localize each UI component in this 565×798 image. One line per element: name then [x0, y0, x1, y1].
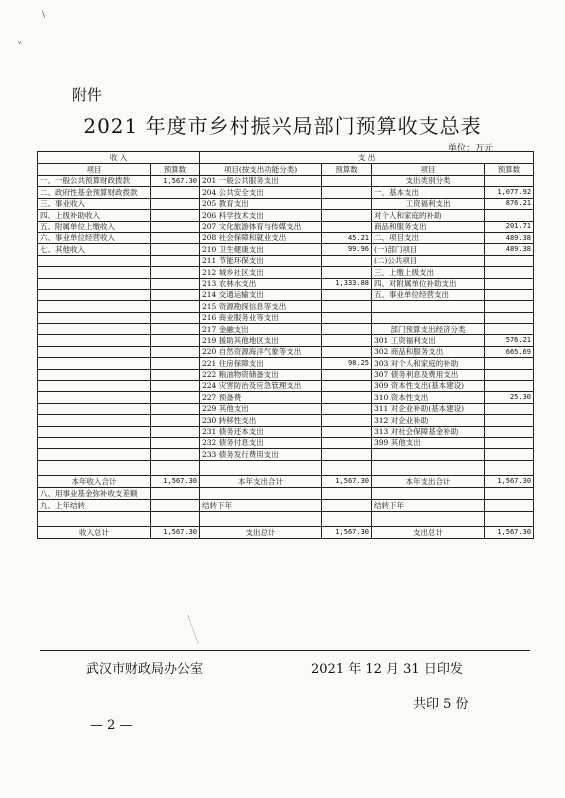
expense-func-budget — [322, 198, 372, 209]
year-expense-total-label: 本年支出合计 — [200, 475, 322, 487]
expense-econ-budget — [485, 312, 534, 323]
expense-func-budget — [322, 346, 372, 357]
expense-func-budget — [322, 312, 372, 323]
expense-func-budget — [322, 187, 372, 198]
income-item — [38, 415, 151, 426]
income-budget — [151, 335, 200, 346]
expense-func-budget — [322, 221, 372, 232]
expense-econ-budget: 25.30 — [485, 392, 534, 403]
income-grand-total-label: 收入总计 — [38, 526, 151, 538]
issuer-name: 武汉市财政局办公室 — [86, 662, 204, 677]
income-budget — [151, 267, 200, 278]
income-budget: 1,567.30 — [151, 176, 200, 187]
carryover-row — [38, 499, 534, 511]
table-row — [38, 176, 534, 187]
expense-func-item: 214 交通运输支出 — [200, 289, 322, 300]
expense-econ-budget — [485, 437, 534, 448]
table-row — [38, 289, 534, 300]
income-budget — [151, 255, 200, 266]
expense-econ-budget — [485, 255, 534, 266]
prior-year-carryover-label: 九、上年结转 — [38, 499, 151, 511]
expense-econ-budget: 489.38 — [485, 232, 534, 243]
col-item-func-header: 项目(按支出功能分类) — [200, 164, 322, 176]
table-row — [38, 244, 534, 255]
expense-econ-item: 311 对企业补助(基本建设) — [372, 403, 485, 414]
expense-econ-budget: 1,077.92 — [485, 187, 534, 198]
expense-econ-budget: 489.38 — [485, 244, 534, 255]
expense-econ-item: 部门预算支出经济分类 — [372, 324, 485, 335]
expense-func-budget — [322, 289, 372, 300]
expense-econ-item: 三、上缴上级支出 — [372, 267, 485, 278]
budget-table — [37, 151, 534, 539]
income-budget — [151, 278, 200, 289]
expense-econ-budget — [485, 358, 534, 369]
expense-econ-item — [372, 449, 485, 460]
expense-func-item: 230 转移性支出 — [200, 415, 322, 426]
table-row — [38, 278, 534, 289]
table-row — [38, 301, 534, 312]
income-budget — [151, 244, 200, 255]
expense-econ-item: 二、项目支出 — [372, 232, 485, 243]
income-budget — [151, 449, 200, 460]
expense-func-budget — [322, 437, 372, 448]
income-item — [38, 358, 151, 369]
income-item — [38, 312, 151, 323]
expense-func-budget — [322, 255, 372, 266]
expense-func-item: 212 城乡社区支出 — [200, 267, 322, 278]
expense-func-item: 220 自然资源海洋气象等支出 — [200, 346, 322, 357]
expense-econ-item: 303 对个人和家庭的补助 — [372, 358, 485, 369]
col-budget-header: 预算数 — [322, 164, 372, 176]
expense-econ-item: 对个人和家庭的补助 — [372, 210, 485, 221]
expense-func-item: 205 教育支出 — [200, 198, 322, 209]
scan-mark: \ — [42, 10, 46, 20]
income-item: 五、附属单位上缴收入 — [38, 221, 151, 232]
expense-func-item: 215 资源勘探信息等支出 — [200, 301, 322, 312]
expense-func-budget: 1,333.88 — [322, 278, 372, 289]
expense-econ-item: 313 对社会保障基金补助 — [372, 426, 485, 437]
income-budget — [151, 210, 200, 221]
income-budget — [151, 187, 200, 198]
expense-func-item: 231 债务还本支出 — [200, 426, 322, 437]
expense-func-budget — [322, 324, 372, 335]
unit-label: 单位：万元 — [448, 144, 494, 154]
table-row — [38, 198, 534, 209]
expense-func-item: 210 卫生健康支出 — [200, 244, 322, 255]
income-budget — [151, 221, 200, 232]
income-budget — [151, 437, 200, 448]
income-item: 六、事业单位经营收入 — [38, 232, 151, 243]
expense-func-budget — [322, 335, 372, 346]
income-budget — [151, 232, 200, 243]
income-budget — [151, 198, 200, 209]
expense-func-budget — [322, 415, 372, 426]
expense-econ-budget: 876.21 — [485, 198, 534, 209]
expense-func-item: 216 商业服务业等支出 — [200, 312, 322, 323]
income-item: 二、政府性基金预算财政拨款 — [38, 187, 151, 198]
table-row — [38, 369, 534, 380]
income-item — [38, 255, 151, 266]
expense-econ-budget: 201.71 — [485, 221, 534, 232]
expense-func-budget — [322, 449, 372, 460]
spacer-row — [38, 511, 534, 526]
expense-func-item: 219 援助其他地区支出 — [200, 335, 322, 346]
expense-func-item: 206 科学技术支出 — [200, 210, 322, 221]
expense-func-budget — [322, 381, 372, 392]
table-row — [38, 255, 534, 266]
table-row — [38, 267, 534, 278]
expense-econ-budget — [485, 369, 534, 380]
income-section-heading: 收 入 — [38, 152, 200, 164]
expense-func-budget — [322, 392, 372, 403]
expense-grand-total-value-2: 1,567.30 — [485, 526, 534, 538]
table-row — [38, 210, 534, 221]
expense-econ-budget — [485, 176, 534, 187]
income-item — [38, 403, 151, 414]
expense-econ-item: 301 工资福利支出 — [372, 335, 485, 346]
table-row — [38, 324, 534, 335]
income-item — [38, 324, 151, 335]
expense-func-budget — [322, 210, 372, 221]
expense-func-budget — [322, 369, 372, 380]
copies-count: 共印 5 份 — [413, 697, 469, 712]
expense-econ-item: 310 资本性支出 — [372, 392, 485, 403]
income-budget — [151, 381, 200, 392]
income-item — [38, 426, 151, 437]
income-item — [38, 381, 151, 392]
table-row — [38, 346, 534, 357]
income-item — [38, 278, 151, 289]
spacer-row — [38, 460, 534, 475]
year-expense-total-label-2: 本年支出合计 — [372, 475, 485, 487]
year-income-total-label: 本年收入合计 — [38, 475, 151, 487]
expense-econ-budget — [485, 449, 534, 460]
expense-econ-item: 312 对企业补助 — [372, 415, 485, 426]
income-item — [38, 289, 151, 300]
expense-func-item: 207 文化旅游体育与传媒支出 — [200, 221, 322, 232]
expense-econ-budget — [485, 289, 534, 300]
expense-econ-item: (一)部门项目 — [372, 244, 485, 255]
expense-func-item: 232 债务付息支出 — [200, 437, 322, 448]
expense-grand-total-value: 1,567.30 — [322, 526, 372, 538]
expense-func-budget: 45.21 — [322, 232, 372, 243]
table-row — [38, 437, 534, 448]
table-row — [38, 358, 534, 369]
scan-smudge — [187, 610, 211, 643]
col-budget-header: 预算数 — [151, 164, 200, 176]
expense-func-budget: 99.96 — [322, 244, 372, 255]
income-budget — [151, 289, 200, 300]
expense-func-item: 227 预备费 — [200, 392, 322, 403]
carry-next-year-label-2: 结转下年 — [372, 499, 485, 511]
table-row — [38, 426, 534, 437]
attachment-label: 附件 — [72, 86, 103, 104]
income-item — [38, 392, 151, 403]
year-expense-total-value: 1,567.30 — [322, 475, 372, 487]
expense-econ-budget: 576.21 — [485, 335, 534, 346]
expense-func-item: 201 一般公共服务支出 — [200, 176, 322, 187]
expense-econ-budget — [485, 426, 534, 437]
income-item: 一、一般公共预算财政拨款 — [38, 176, 151, 187]
expense-econ-item: 309 资本性支出(基本建设) — [372, 381, 485, 392]
page-title: 2021 年度市乡村振兴局部门预算收支总表 — [83, 114, 482, 138]
expense-econ-budget — [485, 301, 534, 312]
page-number: — 2 — — [90, 718, 133, 733]
expense-econ-budget — [485, 267, 534, 278]
footer-divider — [40, 650, 530, 651]
income-budget — [151, 324, 200, 335]
expense-econ-budget: 665.69 — [485, 346, 534, 357]
expense-func-item: 233 债务发行费用支出 — [200, 449, 322, 460]
expense-grand-total-label: 支出总计 — [200, 526, 322, 538]
income-item — [38, 267, 151, 278]
expense-econ-budget — [485, 415, 534, 426]
table-row — [38, 403, 534, 414]
expense-econ-item: 一、基本支出 — [372, 187, 485, 198]
business-fund-row — [38, 487, 534, 499]
income-item — [38, 369, 151, 380]
business-fund-label: 八、用事业基金弥补收支差额 — [38, 487, 151, 499]
expense-func-item: 224 灾害防治及应急管理支出 — [200, 381, 322, 392]
expense-func-item: 211 节能环保支出 — [200, 255, 322, 266]
expense-func-item: 221 住房保障支出 — [200, 358, 322, 369]
expense-func-budget: 98.25 — [322, 358, 372, 369]
income-item: 三、事业收入 — [38, 198, 151, 209]
year-income-total-value: 1,567.30 — [151, 475, 200, 487]
expense-func-item: 208 社会保障和就业支出 — [200, 232, 322, 243]
table-row — [38, 221, 534, 232]
grand-total-row — [38, 526, 534, 538]
expense-func-item: 217 金融支出 — [200, 324, 322, 335]
expense-func-budget — [322, 426, 372, 437]
expense-econ-item: 399 其他支出 — [372, 437, 485, 448]
carry-next-year-label: 结转下年 — [200, 499, 322, 511]
income-budget — [151, 403, 200, 414]
income-budget — [151, 346, 200, 357]
scan-mark: ᵛ — [18, 40, 22, 50]
expense-econ-budget — [485, 381, 534, 392]
expense-econ-item — [372, 312, 485, 323]
expense-econ-item: 307 债务利息及费用支出 — [372, 369, 485, 380]
table-row — [38, 449, 534, 460]
income-item — [38, 301, 151, 312]
income-item — [38, 449, 151, 460]
expense-func-item: 222 粮油物资储备支出 — [200, 369, 322, 380]
expense-econ-budget — [485, 403, 534, 414]
expense-econ-item: 工资福利支出 — [372, 198, 485, 209]
expense-func-budget — [322, 267, 372, 278]
expense-econ-budget — [485, 324, 534, 335]
year-total-row — [38, 475, 534, 487]
table-column-header — [38, 164, 534, 176]
expense-econ-item — [372, 301, 485, 312]
table-row — [38, 232, 534, 243]
income-item: 四、上级补助收入 — [38, 210, 151, 221]
expense-econ-budget — [485, 210, 534, 221]
expense-func-item: 204 公共安全支出 — [200, 187, 322, 198]
col-budget-header: 预算数 — [485, 164, 534, 176]
expense-econ-item: 四、对附属单位补助支出 — [372, 278, 485, 289]
income-item — [38, 437, 151, 448]
income-item: 七、其他收入 — [38, 244, 151, 255]
expense-func-budget — [322, 301, 372, 312]
income-budget — [151, 415, 200, 426]
income-budget — [151, 358, 200, 369]
expense-func-item: 229 其他支出 — [200, 403, 322, 414]
table-row — [38, 392, 534, 403]
table-row — [38, 381, 534, 392]
table-row — [38, 312, 534, 323]
income-grand-total-value: 1,567.30 — [151, 526, 200, 538]
year-expense-total-value-2: 1,567.30 — [485, 475, 534, 487]
income-budget — [151, 301, 200, 312]
expense-econ-item: (二)公共项目 — [372, 255, 485, 266]
expense-func-budget — [322, 176, 372, 187]
table-section-header — [38, 152, 534, 164]
income-budget — [151, 392, 200, 403]
expense-econ-item: 支出类别分类 — [372, 176, 485, 187]
table-row — [38, 187, 534, 198]
income-budget — [151, 426, 200, 437]
expense-econ-budget — [485, 278, 534, 289]
expense-func-budget — [322, 403, 372, 414]
income-item — [38, 346, 151, 357]
income-budget — [151, 369, 200, 380]
expense-econ-item: 五、事业单位经营支出 — [372, 289, 485, 300]
income-budget — [151, 312, 200, 323]
expense-section-heading: 支 出 — [200, 152, 534, 164]
expense-econ-item: 商品和服务支出 — [372, 221, 485, 232]
col-item-header: 项目 — [38, 164, 151, 176]
col-item-econ-header: 项目 — [372, 164, 485, 176]
expense-grand-total-label-2: 支出总计 — [372, 526, 485, 538]
expense-func-item: 213 农林水支出 — [200, 278, 322, 289]
table-row — [38, 415, 534, 426]
expense-econ-item: 302 商品和服务支出 — [372, 346, 485, 357]
income-item — [38, 335, 151, 346]
issue-date: 2021 年 12 月 31 日印发 — [311, 662, 463, 677]
table-row — [38, 335, 534, 346]
